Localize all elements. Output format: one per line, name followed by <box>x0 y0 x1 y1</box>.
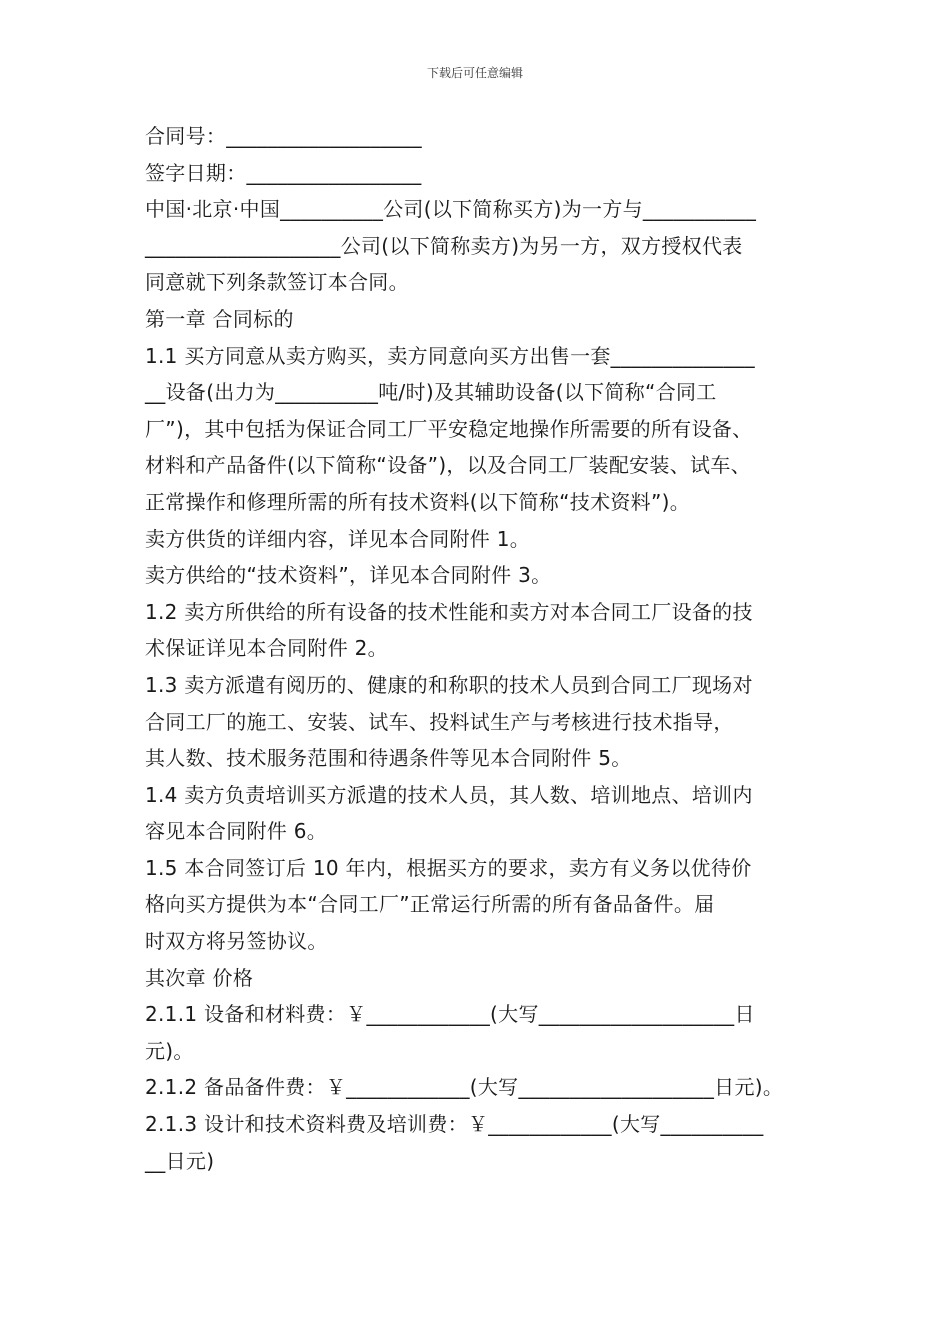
contract-line: 术保证详见本合同附件 2。 <box>145 636 388 661</box>
contract-line: 1.1 买方同意从卖方购买，卖方同意向买方出售一套______________ <box>145 343 755 368</box>
contract-line: ___________________公司(以下简称卖方)为另一方，双方授权代表 <box>145 233 743 258</box>
contract-line: 材料和产品备件(以下简称“设备”)，以及合同工厂装配安装、试车、 <box>145 453 751 478</box>
chapter-heading: 其次章 价格 <box>145 965 254 990</box>
page-header: 下载后可任意编辑 <box>426 66 523 80</box>
contract-line: 卖方供给的“技术资料”，详见本合同附件 3。 <box>145 563 552 588</box>
contract-line: 合同工厂的施工、安装、试车、投料试生产与考核进行技术指导， <box>145 709 734 734</box>
contract-line: 卖方供货的详细内容，详见本合同附件 1。 <box>145 526 531 551</box>
contract-line: 元)。 <box>145 1038 194 1063</box>
contract-line: 合同号：___________________ <box>145 124 422 148</box>
chapter-heading: 第一章 合同标的 <box>145 306 294 331</box>
contract-line: 格向买方提供为本“合同工厂”正常运行所需的所有备品备件。届 <box>145 892 715 917</box>
contract-line: 2.1.2 备品备件费：￥____________(大写___________________日元)。 <box>145 1075 784 1100</box>
contract-line: __设备(出力为__________吨/时)及其辅助设备(以下简称“合同工 <box>145 380 717 405</box>
contract-line: 容见本合同附件 6。 <box>145 819 328 844</box>
contract-line: 其人数、技术服务范围和待遇条件等见本合同附件 5。 <box>145 746 632 771</box>
contract-line: 正常操作和修理所需的所有技术资料(以下简称“技术资料”)。 <box>145 489 691 514</box>
contract-line: __日元) <box>145 1148 215 1173</box>
contract-line: 中国·北京·中国__________公司(以下简称买方)为一方与___________ <box>145 197 757 222</box>
contract-line: 1.5 本合同签订后 10 年内，根据买方的要求，卖方有义务以优待价 <box>145 855 752 880</box>
contract-line: 签字日期：_________________ <box>145 160 422 185</box>
contract-line: 1.2 卖方所供给的所有设备的技术性能和卖方对本合同工厂设备的技 <box>145 599 753 624</box>
contract-line: 2.1.1 设备和材料费：￥____________(大写___________________日 <box>145 1002 755 1027</box>
contract-line: 时双方将另签协议。 <box>145 929 328 954</box>
contract-line: 同意就下列条款签订本合同。 <box>145 270 409 295</box>
contract-line: 厂”)，其中包括为保证合同工厂平安稳定地操作所需要的所有设备、 <box>145 416 753 441</box>
contract-body <box>145 118 813 1179</box>
contract-line: 2.1.3 设计和技术资料费及培训费：￥____________(大写__________ <box>145 1112 764 1137</box>
contract-line: 1.4 卖方负责培训买方派遣的技术人员，其人数、培训地点、培训内 <box>145 782 753 807</box>
contract-line: 1.3 卖方派遣有阅历的、健康的和称职的技术人员到合同工厂现场对 <box>145 672 753 697</box>
